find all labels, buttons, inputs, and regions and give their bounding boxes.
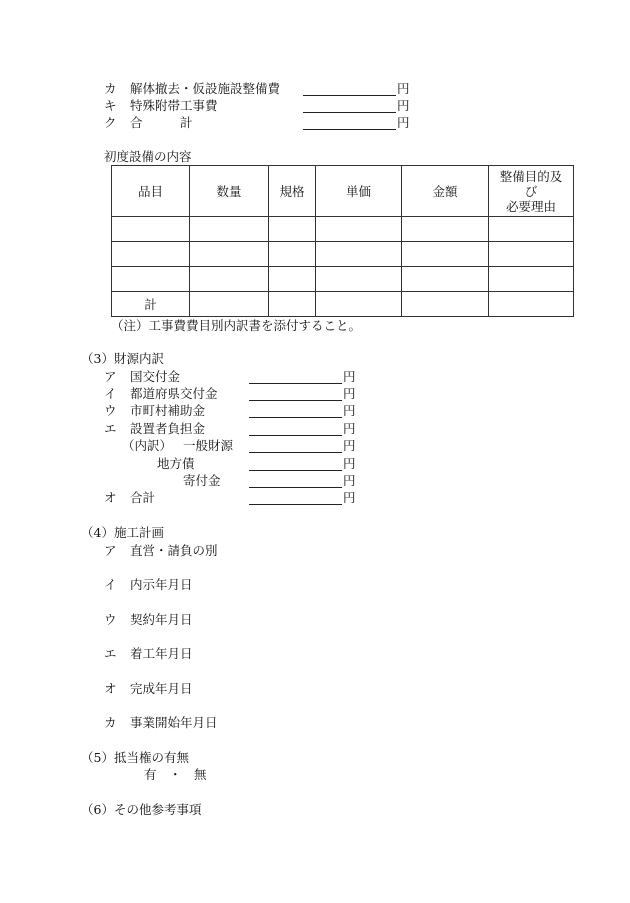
item-label: 設置者負担金: [130, 421, 206, 436]
amount-blank[interactable]: [303, 99, 396, 113]
item-label: 合計: [130, 490, 156, 505]
item-label: 寄付金: [183, 473, 221, 488]
mortgage-options[interactable]: 有 ・ 無: [144, 767, 207, 782]
marker: イ: [104, 386, 117, 401]
table-cell[interactable]: [269, 242, 316, 267]
item-label: 一般財源: [183, 438, 234, 453]
table-note: （注）工事費費目別内訳書を添付すること。: [111, 318, 362, 333]
other-heading: （6）その他参考事項: [81, 802, 202, 817]
table-row: [112, 217, 574, 242]
marker: ウ: [104, 612, 117, 627]
item-label: 内示年月日: [130, 577, 193, 592]
header-purpose: [489, 166, 574, 217]
amount-blank[interactable]: [249, 474, 342, 488]
item-label: 合 計: [130, 115, 193, 130]
amount-blank[interactable]: [303, 116, 396, 130]
yen-unit: 円: [343, 403, 356, 418]
item-label: 着工年月日: [130, 646, 193, 661]
item-label: 解体撤去・仮設施設整備費: [130, 81, 281, 96]
header-purpose-line: び: [524, 183, 538, 199]
equipment-table: [111, 165, 574, 317]
equipment-title: 初度設備の内容: [104, 149, 192, 164]
yen-unit: 円: [397, 81, 410, 96]
yen-unit: 円: [343, 438, 356, 453]
table-cell[interactable]: [316, 242, 402, 267]
amount-blank[interactable]: [249, 457, 342, 471]
item-label: 契約年月日: [130, 612, 193, 627]
table-cell[interactable]: [190, 292, 269, 317]
construction-heading: （4）施工計画: [81, 525, 164, 540]
yen-unit: 円: [343, 386, 356, 401]
table-cell[interactable]: [190, 267, 269, 292]
table-cell[interactable]: [489, 292, 574, 317]
amount-blank[interactable]: [249, 404, 342, 418]
marker: オ: [104, 681, 117, 696]
item-label: 事業開始年月日: [130, 715, 218, 730]
marker: エ: [104, 646, 117, 661]
marker: イ: [104, 577, 117, 592]
table-header-row: [112, 166, 574, 217]
amount-blank[interactable]: [249, 370, 342, 384]
table-cell[interactable]: [112, 267, 190, 292]
header-amount: 金額: [402, 166, 489, 217]
table-cell[interactable]: [489, 242, 574, 267]
marker: ウ: [104, 403, 117, 418]
yen-unit: 円: [343, 473, 356, 488]
amount-blank[interactable]: [249, 422, 342, 436]
marker: ア: [104, 543, 117, 558]
header-quantity: 数量: [190, 166, 269, 217]
yen-unit: 円: [343, 456, 356, 471]
table-cell[interactable]: [489, 217, 574, 242]
table-cell[interactable]: [190, 242, 269, 267]
table-cell[interactable]: [402, 292, 489, 317]
total-label: 計: [112, 292, 190, 317]
table-cell[interactable]: [112, 242, 190, 267]
header-purpose-line: 整備目的及: [499, 168, 563, 184]
header-spec: 規格: [269, 166, 316, 217]
table-cell[interactable]: [316, 217, 402, 242]
finance-heading: （3）財源内訳: [81, 351, 164, 366]
amount-blank[interactable]: [249, 439, 342, 453]
yen-unit: 円: [343, 369, 356, 384]
item-label: 完成年月日: [130, 681, 193, 696]
item-label: 都道府県交付金: [130, 386, 218, 401]
item-label: 直営・請負の別: [130, 543, 218, 558]
table-cell[interactable]: [402, 217, 489, 242]
table-row: [112, 267, 574, 292]
marker: キ: [104, 98, 117, 113]
amount-blank[interactable]: [249, 387, 342, 401]
marker: カ: [104, 715, 117, 730]
item-label: 特殊附帯工事費: [130, 98, 218, 113]
item-label: 市町村補助金: [130, 403, 206, 418]
table-cell[interactable]: [112, 217, 190, 242]
table-cell[interactable]: [269, 217, 316, 242]
table-row: [112, 242, 574, 267]
breakdown-label: （内訳）: [122, 438, 173, 453]
item-label: 国交付金: [130, 369, 181, 384]
marker: ア: [104, 369, 117, 384]
marker: エ: [104, 421, 117, 436]
yen-unit: 円: [397, 115, 410, 130]
yen-unit: 円: [397, 98, 410, 113]
table-cell[interactable]: [402, 242, 489, 267]
table-total-row: [112, 292, 574, 317]
mortgage-heading: （5）抵当権の有無: [81, 750, 189, 765]
header-item: 品目: [112, 166, 190, 217]
table-cell[interactable]: [316, 267, 402, 292]
amount-blank[interactable]: [249, 491, 342, 505]
marker: オ: [104, 490, 117, 505]
table-cell[interactable]: [489, 267, 574, 292]
header-unit-price: 単価: [316, 166, 402, 217]
table-cell[interactable]: [269, 267, 316, 292]
item-label: 地方債: [157, 456, 195, 471]
marker: カ: [104, 81, 117, 96]
table-cell[interactable]: [402, 267, 489, 292]
header-purpose-line: 必要理由: [505, 198, 556, 214]
table-cell[interactable]: [316, 292, 402, 317]
table-cell[interactable]: [269, 292, 316, 317]
yen-unit: 円: [343, 490, 356, 505]
amount-blank[interactable]: [303, 82, 396, 96]
marker: ク: [104, 115, 117, 130]
table-cell[interactable]: [190, 217, 269, 242]
yen-unit: 円: [343, 421, 356, 436]
